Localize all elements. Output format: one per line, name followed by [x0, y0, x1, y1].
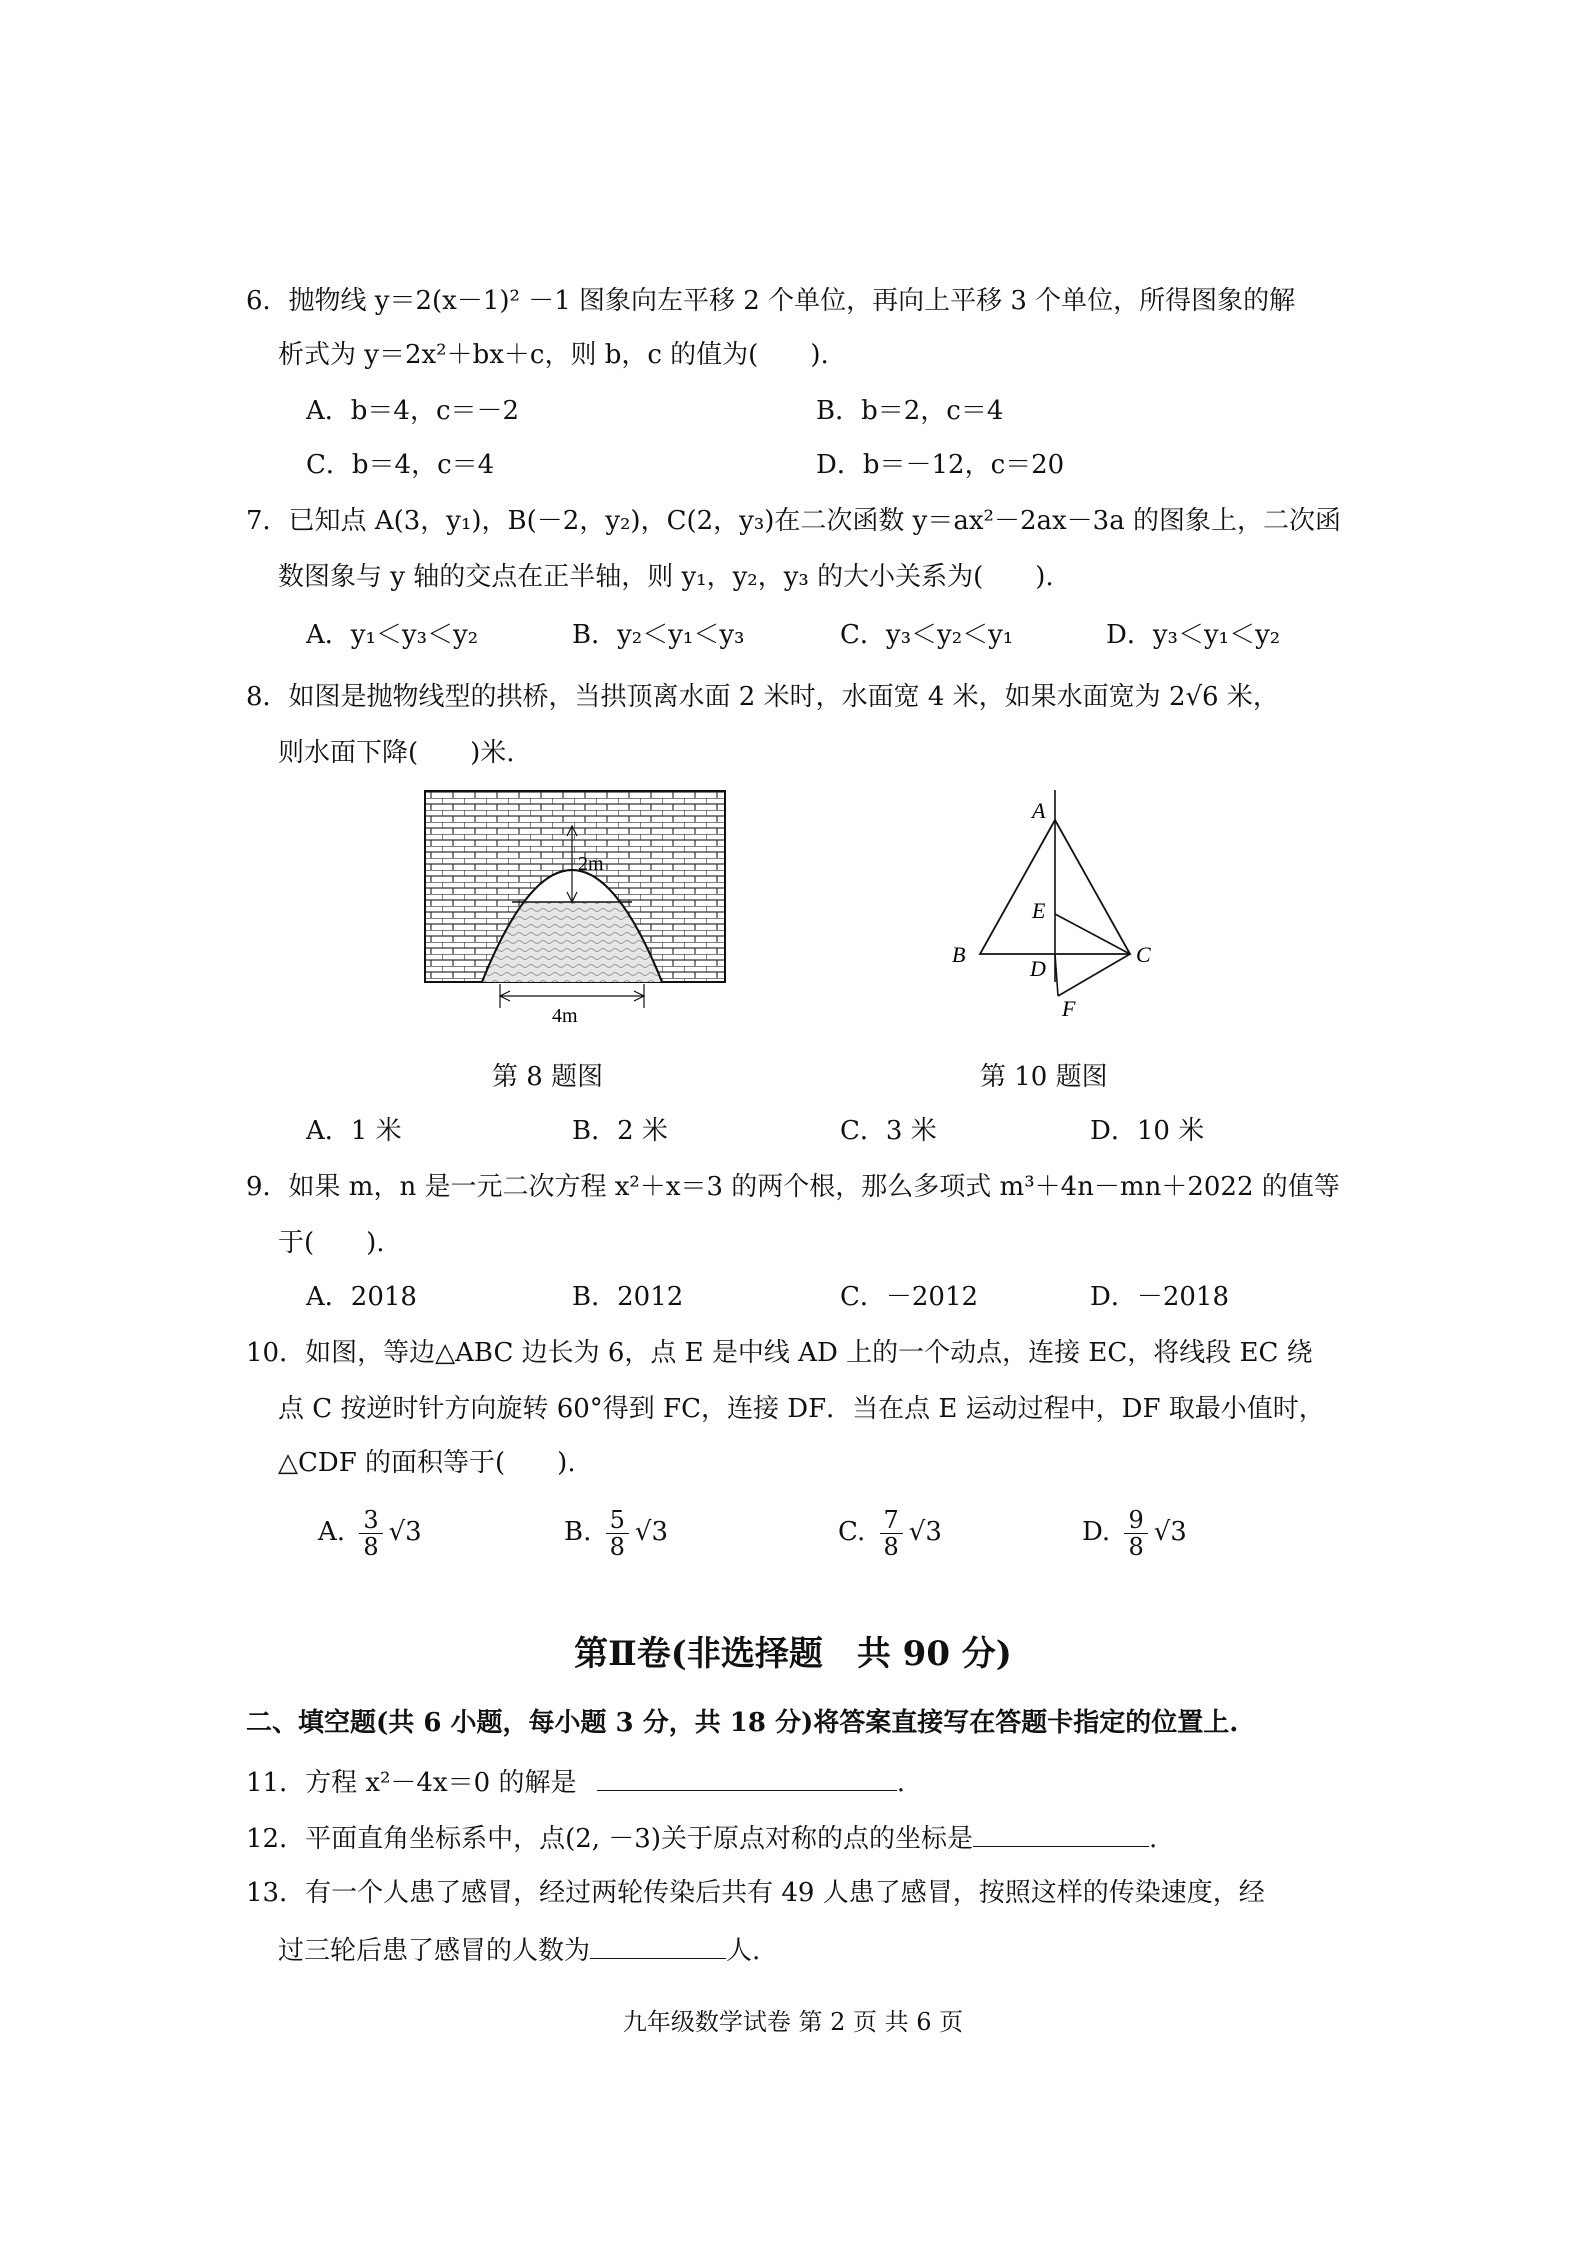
q10-option-d-root: √3	[1153, 1517, 1187, 1547]
fraction-numerator: 9	[1124, 1507, 1147, 1534]
fig10-label-c: C	[1136, 942, 1151, 967]
q6-option-a: A．b＝4，c＝－2	[306, 396, 520, 426]
q13-line2	[278, 1932, 760, 1968]
q7-option-b: B．y₂＜y₁＜y₃	[572, 620, 745, 650]
q6-option-b: B．b＝2，c＝4	[816, 396, 1004, 426]
figure-10-caption: 第 10 题图	[980, 1062, 1108, 1092]
fraction-denominator: 8	[363, 1532, 379, 1561]
q10-option-d-letter: D.	[1082, 1517, 1111, 1547]
figure-8-arch-bridge	[420, 786, 730, 1026]
fraction-numerator: 5	[606, 1507, 629, 1534]
fig10-label-e: E	[1032, 898, 1046, 923]
fig10-label-a: A	[1032, 798, 1046, 823]
fig8-width-label: 4m	[552, 1005, 578, 1026]
q11-text: 11．方程 x²－4x＝0 的解是	[246, 1768, 577, 1798]
q7-option-a: A．y₁＜y₃＜y₂	[306, 620, 479, 650]
q11-suffix: .	[896, 1768, 905, 1798]
fig10-label-d: D	[1030, 956, 1046, 981]
fig10-label-f: F	[1062, 996, 1076, 1021]
fraction-denominator: 8	[1128, 1532, 1144, 1561]
q9-option-d: D．－2018	[1090, 1282, 1230, 1312]
q10-option-c-fraction	[880, 1507, 903, 1560]
q10-option-c-root: √3	[908, 1517, 942, 1547]
q8-option-b: B．2 米	[572, 1116, 668, 1146]
fraction-numerator: 3	[359, 1507, 382, 1534]
q13-text: 过三轮后患了感冒的人数为	[278, 1936, 591, 1966]
q6-line1: 6．抛物线 y＝2(x－1)² －1 图象向左平移 2 个单位，再向上平移 3 个单位，所得图象的解	[246, 286, 1296, 316]
q6-line2: 析式为 y＝2x²＋bx＋c，则 b，c 的值为( ).	[278, 340, 829, 370]
q8-option-d: D．10 米	[1090, 1116, 1205, 1146]
q10-option-a-fraction	[359, 1507, 382, 1560]
q8-option-c: C．3 米	[840, 1116, 937, 1146]
q6-option-d: D．b＝－12，c＝20	[816, 450, 1065, 480]
q9-line2: 于( ).	[278, 1228, 385, 1258]
q10-option-d	[1082, 1502, 1187, 1562]
q13-answer-blank[interactable]	[590, 1932, 726, 1959]
q10-option-d-fraction	[1124, 1507, 1147, 1560]
q10-option-b	[564, 1502, 668, 1562]
q8-line2: 则水面下降( )米.	[278, 738, 515, 768]
section-2-heading: 二、填空题(共 6 小题，每小题 3 分，共 18 分)将答案直接写在答题卡指定的位置上.	[246, 1708, 1239, 1738]
figure-10-triangle	[940, 786, 1180, 1026]
fraction-denominator: 8	[883, 1532, 899, 1561]
q7-line2: 数图象与 y 轴的交点在正半轴，则 y₁，y₂，y₃ 的大小关系为( ).	[278, 562, 1054, 592]
q10-option-c-letter: C.	[838, 1517, 866, 1547]
page-footer: 九年级数学试卷 第 2 页 共 6 页	[622, 2008, 964, 2036]
q12-answer-blank[interactable]	[973, 1820, 1149, 1847]
q8-option-a: A．1 米	[306, 1116, 402, 1146]
q7-option-c: C．y₃＜y₂＜y₁	[840, 620, 1014, 650]
q7-line1: 7．已知点 A(3，y₁)，B(－2，y₂)，C(2，y₃)在二次函数 y＝ax²－2ax－3a 的图象上，二次函	[246, 506, 1341, 536]
q10-line2: 点 C 按逆时针方向旋转 60°得到 FC，连接 DF．当在点 E 运动过程中，DF 取最小值时，	[278, 1394, 1325, 1424]
q10-option-b-fraction	[606, 1507, 629, 1560]
q13-suffix: 人.	[726, 1936, 761, 1966]
q8-line1: 8．如图是抛物线型的拱桥，当拱顶离水面 2 米时，水面宽 4 米，如果水面宽为 2√6 米，	[246, 682, 1279, 712]
q10-option-a	[318, 1502, 422, 1562]
fraction-numerator: 7	[880, 1507, 903, 1534]
q9-option-c: C．－2012	[840, 1282, 979, 1312]
section-2-title: 第Ⅱ卷(非选择题 共 90 分)	[574, 1634, 1012, 1674]
q10-line1: 10．如图，等边△ABC 边长为 6，点 E 是中线 AD 上的一个动点，连接 EC，将线段 EC 绕	[246, 1338, 1313, 1368]
q10-option-c	[838, 1502, 942, 1562]
fig8-height-label: 2m	[578, 853, 604, 875]
fraction-denominator: 8	[609, 1532, 625, 1561]
q12-text: 12．平面直角坐标系中，点(2, －3)关于原点对称的点的坐标是	[246, 1824, 973, 1854]
q11-answer-blank[interactable]	[597, 1764, 897, 1791]
q10-option-b-root: √3	[634, 1517, 669, 1547]
q10-option-a-letter: A.	[318, 1517, 346, 1547]
q7-option-d: D．y₃＜y₁＜y₂	[1106, 620, 1281, 650]
q10-option-a-root: √3	[388, 1517, 422, 1547]
q9-option-a: A．2018	[306, 1282, 417, 1312]
q12-suffix: .	[1149, 1824, 1158, 1854]
q12	[246, 1820, 1157, 1856]
fig10-label-b: B	[952, 942, 966, 967]
figure-8-caption: 第 8 题图	[492, 1062, 604, 1092]
q9-line1: 9．如果 m，n 是一元二次方程 x²＋x＝3 的两个根，那么多项式 m³＋4n－mn＋2022 的值等	[246, 1172, 1340, 1202]
q10-option-b-letter: B.	[564, 1517, 592, 1547]
q13-line1: 13．有一个人患了感冒，经过两轮传染后共有 49 人患了感冒，按照这样的传染速度，经	[246, 1878, 1265, 1908]
q9-option-b: B．2012	[572, 1282, 684, 1312]
q6-option-c: C．b＝4，c＝4	[306, 450, 495, 480]
q10-line3: △CDF 的面积等于( ).	[278, 1448, 576, 1478]
q11	[246, 1764, 905, 1800]
